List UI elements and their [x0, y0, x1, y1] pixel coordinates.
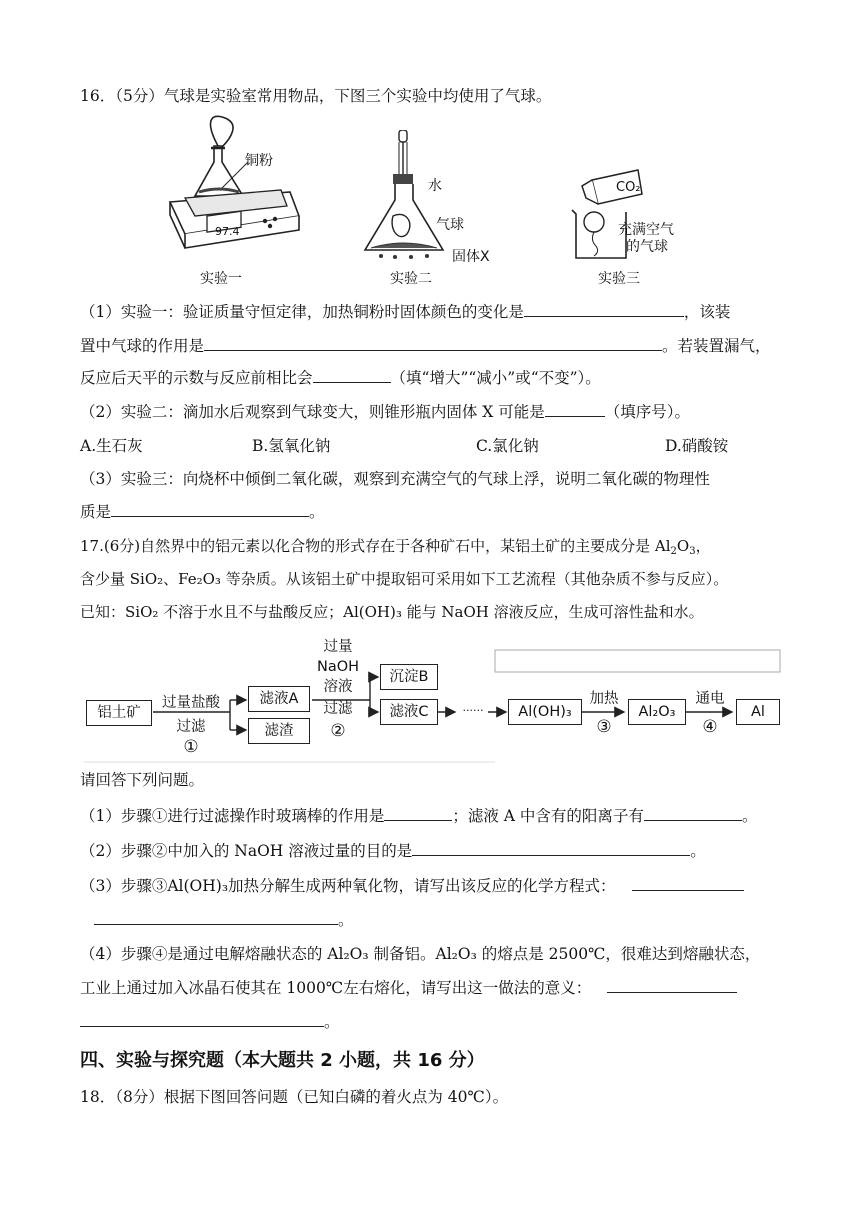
step4-number: ④: [702, 717, 718, 737]
q17-part3-line1: （3）步骤③Al(OH)₃加热分解生成两种氧化物，请写出该反应的化学方程式：: [80, 876, 744, 896]
q17-part4-line2: 工业上通过加入冰晶石使其在 1000℃左右熔化，请写出这一做法的意义：: [80, 978, 737, 998]
display-reading: 97.4: [215, 225, 240, 238]
step2-operation: 过滤: [323, 701, 353, 717]
step3-number: ③: [596, 717, 612, 737]
step2-reagent-2: NaOH: [316, 659, 360, 675]
q17-line2: 含少量 SiO₂、Fe₂O₃ 等杂质。从该铝土矿中提取铝可采用如下工艺流程（其他杂质不参与反应）。: [80, 570, 729, 588]
q17-part1: （1）步骤①进行过滤操作时玻璃棒的作用是 ；滤液 A 中含有的阳离子有 。: [80, 807, 758, 825]
q16-part1-line2: 置中气球的作用是 。若装置漏气，: [80, 337, 771, 355]
water-label: 水: [428, 178, 442, 194]
experiment-2-figure: [355, 130, 455, 265]
option-b: B.氢氧化钠: [252, 437, 331, 455]
q16-part3-line2: 质是 。: [80, 503, 325, 521]
step3-condition: 加热: [589, 691, 619, 707]
q17-part4-line3: 。: [80, 1012, 340, 1032]
copper-leader-line: [220, 160, 250, 190]
q16-part1-line3: 反应后天平的示数与反应前相比会 （填“增大”“减小”或“不变”）。: [80, 369, 601, 387]
box-alumina: Al₂O₃: [628, 699, 686, 725]
experiment-2-label: 实验二: [390, 271, 432, 287]
option-a: A.生石灰: [80, 437, 143, 455]
box-aluminium-hydroxide: Al(OH)₃: [508, 699, 582, 725]
box-aluminium: Al: [736, 699, 780, 725]
q16-part3-line1: （3）实验三：向烧杯中倾倒二氧化碳，观察到充满空气的气球上浮，说明二氧化碳的物理性: [80, 470, 710, 488]
q17-part4-line1: （4）步骤④是通过电解熔融状态的 Al₂O₃ 制备铝。Al₂O₃ 的熔点是 2500℃，很难达到熔融状态，: [80, 945, 761, 963]
q16-head: 16．（5分）气球是实验室常用物品，下图三个实验中均使用了气球。: [80, 87, 552, 105]
solid-x-label: 固体X: [452, 249, 490, 265]
balloon-label: 气球: [436, 217, 464, 233]
copper-powder-label: 铜粉: [245, 153, 273, 169]
step4-condition: 通电: [695, 691, 725, 707]
co2-label: CO₂: [616, 180, 641, 195]
q17-part3-line2: 。: [94, 910, 354, 930]
box-bauxite: 铝土矿: [86, 700, 152, 726]
air-balloon-label-1: 充满空气: [618, 222, 674, 238]
step2-number: ②: [330, 721, 346, 741]
flow-ellipsis: ······: [462, 704, 484, 717]
experiment-1-label: 实验一: [200, 271, 242, 287]
air-balloon-label-2: 的气球: [626, 239, 668, 255]
step2-reagent-1: 过量: [323, 639, 353, 655]
box-precipitate-b: 沉淀B: [380, 664, 438, 690]
q16-part2: （2）实验二：滴加水后观察到气球变大，则锥形瓶内固体 X 可能是 （填序号）。: [80, 403, 691, 421]
box-filtrate-a: 滤液A: [248, 686, 310, 712]
box-filtrate-c: 滤液C: [380, 699, 438, 725]
q17-line3: 已知：SiO₂ 不溶于水且不与盐酸反应；Al(OH)₃ 能与 NaOH 溶液反应，生成可溶性盐和水。: [80, 603, 704, 621]
experiment-1-figure: [165, 112, 305, 272]
q18-head: 18．（8分）根据下图回答问题（已知白磷的着火点为 40℃）。: [80, 1088, 509, 1106]
step1-reagent: 过量盐酸: [162, 695, 220, 711]
q17-part2: （2）步骤②中加入的 NaOH 溶液过量的目的是 。: [80, 842, 706, 860]
section-4-heading: 四、实验与探究题（本大题共 2 小题，共 16 分）: [80, 1050, 485, 1071]
step2-reagent-3: 溶液: [323, 679, 353, 695]
option-d: D.硝酸铵: [665, 437, 729, 455]
q17-line1: 17.(6分)自然界中的铝元素以化合物的形式存在于各种矿石中，某铝土矿的主要成分是 $Al_2O_3$，: [80, 537, 711, 557]
step1-operation: 过滤: [176, 719, 206, 735]
option-c: C.氯化钠: [476, 437, 539, 455]
box-residue: 滤渣: [248, 718, 310, 744]
q17-intro: 请回答下列问题。: [80, 771, 205, 789]
step1-number: ①: [183, 737, 199, 757]
q16-part1-line1: （1）实验一：验证质量守恒定律，加热铜粉时固体颜色的变化是 ，该装: [80, 303, 731, 321]
experiment-3-label: 实验三: [598, 271, 640, 287]
